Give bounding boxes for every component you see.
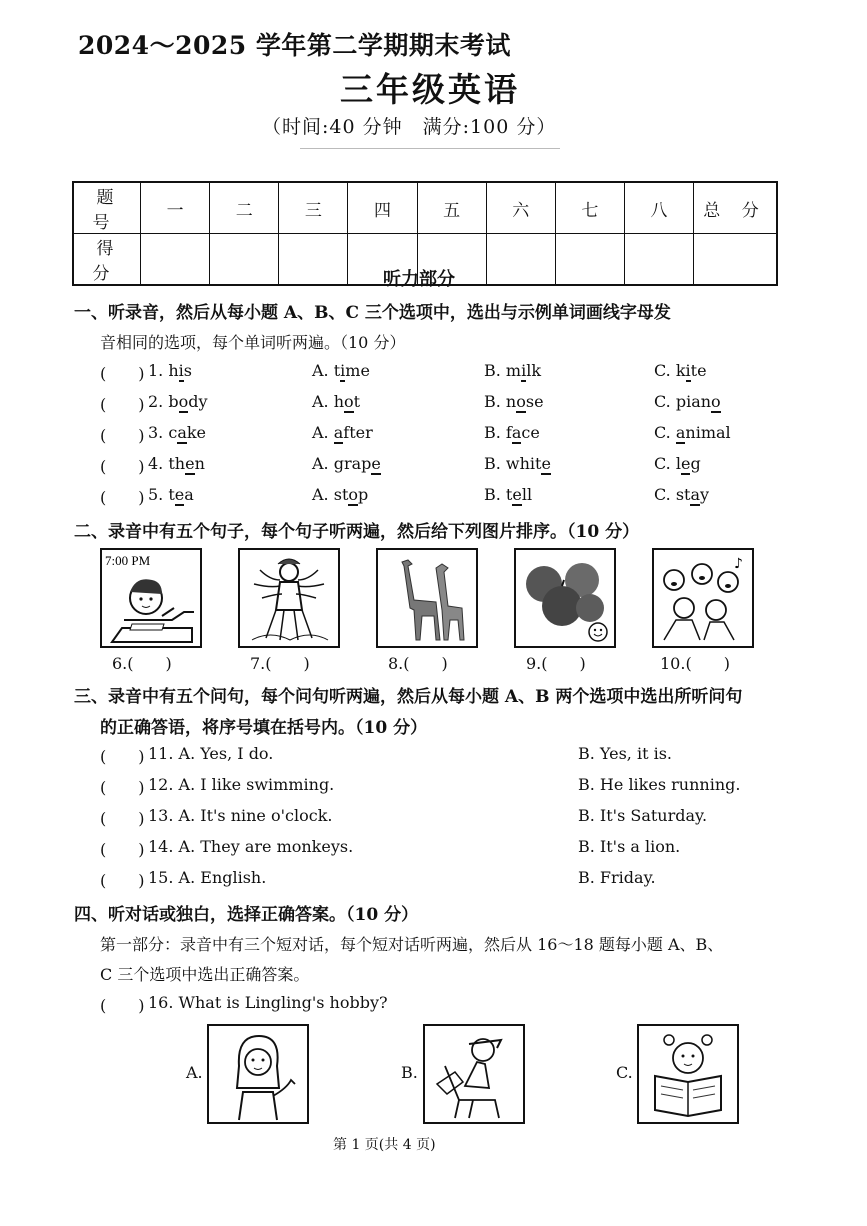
col-6: 六 [486,182,555,234]
option-b-label: B. [401,1063,418,1082]
picture-dancing-figure [238,548,340,648]
s1-option-c: C. animal [654,423,731,442]
col-5: 五 [417,182,486,234]
score-cell[interactable] [694,234,778,286]
option-a-label: A. [186,1063,203,1082]
s3-answer-blank[interactable]: ( ) [100,747,145,766]
s3-option-b: B. It's a lion. [578,837,681,856]
col-total: 总 分 [694,182,778,234]
page-footer: 第 1 页(共 4 页) [333,1137,436,1153]
s3-answer-blank[interactable]: ( ) [100,871,145,890]
option-c-picture-girl-reading [637,1024,739,1124]
col-2: 二 [210,182,279,234]
s1-question-word: 3. cake [148,423,207,442]
s1-answer-blank[interactable]: ( ) [100,364,145,383]
s1-option-c: C. leg [654,454,701,473]
s3-option-b: B. It's Saturday. [578,806,708,825]
s1-option-c: C. piano [654,392,721,411]
s1-answer-blank[interactable]: ( ) [100,426,145,445]
col-1: 一 [141,182,210,234]
section4-part1-line2: C 三个选项中选出正确答案。 [100,965,310,984]
s1-question-word: 1. his [148,361,192,380]
q16-question: 16. What is Lingling's hobby? [148,993,388,1012]
subject-title: 三年级英语 [340,70,520,109]
picture-giraffes [376,548,478,648]
s1-answer-blank[interactable]: ( ) [100,395,145,414]
order-label-7[interactable]: 7.( ) [250,654,310,673]
section1-heading-line1: 一、听录音，然后从每小题 A、B、C 三个选项中，选出与示例单词画线字母发 [74,303,671,323]
col-8: 八 [624,182,693,234]
option-c-label: C. [616,1063,633,1082]
order-label-10[interactable]: 10.( ) [660,654,730,673]
q16-answer-blank[interactable]: ( ) [100,996,145,1015]
exam-title: 2024～2025 学年第二学期期末考试 [78,31,511,60]
svg-text:♪: ♪ [734,556,743,572]
s1-question-word: 2. body [148,392,208,411]
picture-apples [514,548,616,648]
s1-option-b: B. face [484,423,540,442]
s1-option-a: A. grape [312,454,381,473]
score-cell[interactable] [141,234,210,286]
s3-option-b: B. He likes running. [578,775,741,794]
row-label-score: 得 分 [73,234,141,286]
section2-heading: 二、录音中有五个句子，每个句子听两遍，然后给下列图片排序。（10 分） [74,522,640,542]
option-b-picture-person-chair [423,1024,525,1124]
score-cell[interactable] [486,234,555,286]
s1-option-b: B. nose [484,392,544,411]
s3-answer-blank[interactable]: ( ) [100,778,145,797]
s1-question-word: 4. then [148,454,205,473]
section1-heading-line2: 音相同的选项，每个单词听两遍。（10 分） [100,333,406,352]
row-label-number: 题 号 [73,182,141,234]
section3-heading-line2: 的正确答语，将序号填在括号内。（10 分） [100,718,428,738]
option-a-picture-girl [207,1024,309,1124]
s3-option-a: 14. A. They are monkeys. [148,837,354,856]
section4-heading: 四、听对话或独白，选择正确答案。（10 分） [74,905,419,925]
score-cell[interactable] [279,234,348,286]
col-4: 四 [348,182,417,234]
divider [300,148,560,149]
section4-part1-line1: 第一部分：录音中有三个短对话，每个短对话听两遍，然后从 16～18 题每小题 A、B、 [100,935,724,954]
s3-option-a: 12. A. I like swimming. [148,775,335,794]
s1-option-a: A. hot [312,392,361,411]
s3-answer-blank[interactable]: ( ) [100,840,145,859]
score-cell[interactable] [555,234,624,286]
s1-option-b: B. tell [484,485,533,504]
score-cell[interactable] [210,234,279,286]
s1-option-a: A. after [312,423,373,442]
s3-option-b: B. Yes, it is. [578,744,672,763]
order-label-9[interactable]: 9.( ) [526,654,586,673]
exam-info: （时间:40 分钟 满分:100 分） [262,116,557,138]
picture-singing-children [652,548,754,648]
col-3: 三 [279,182,348,234]
col-7: 七 [555,182,624,234]
part-title: 听力部分 [383,269,455,290]
score-cell[interactable] [624,234,693,286]
s1-question-word: 5. tea [148,485,194,504]
picture-boy-homework [100,548,202,648]
s1-option-c: C. kite [654,361,707,380]
s1-answer-blank[interactable]: ( ) [100,488,145,507]
s3-option-a: 13. A. It's nine o'clock. [148,806,333,825]
time-label: 7:00 PM [105,553,151,568]
order-label-8[interactable]: 8.( ) [388,654,448,673]
score-table-row-header [73,182,777,234]
s1-option-a: A. time [312,361,370,380]
s3-option-a: 11. A. Yes, I do. [148,744,274,763]
s3-option-b: B. Friday. [578,868,656,887]
s1-option-c: C. stay [654,485,710,504]
s1-option-a: A. stop [312,485,369,504]
order-label-6[interactable]: 6.( ) [112,654,172,673]
s1-option-b: B. milk [484,361,542,380]
s1-answer-blank[interactable]: ( ) [100,457,145,476]
s1-option-b: B. white [484,454,551,473]
s3-answer-blank[interactable]: ( ) [100,809,145,828]
s3-option-a: 15. A. English. [148,868,267,887]
section3-heading-line1: 三、录音中有五个问句，每个问句听两遍，然后从每小题 A、B 两个选项中选出所听问句 [74,687,743,707]
